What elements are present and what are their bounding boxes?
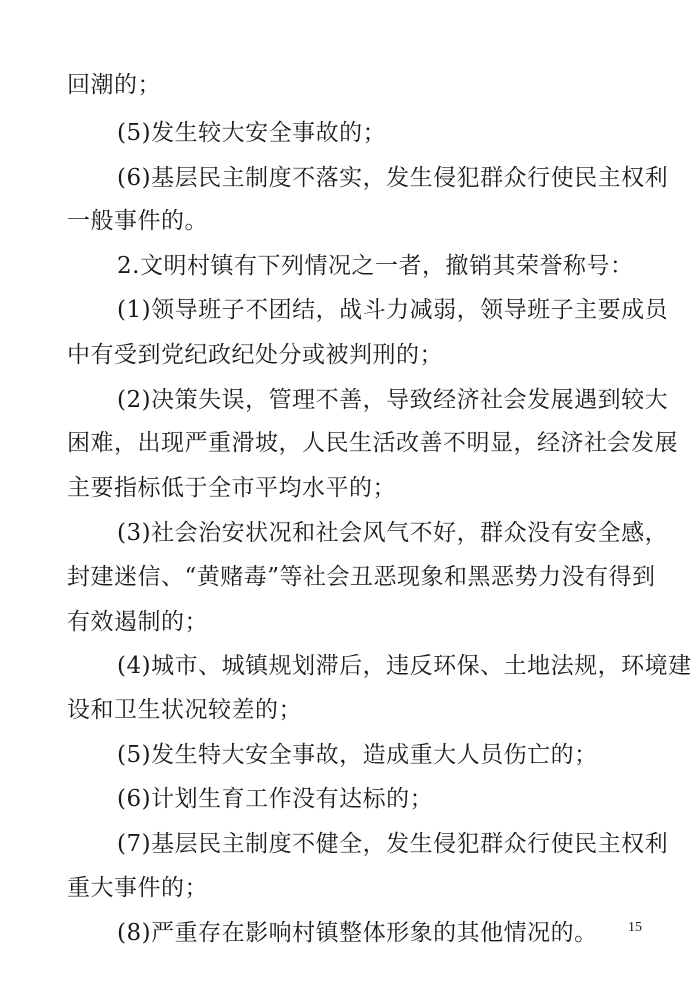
- text-line: 设和卫生状况较差的；: [67, 697, 302, 723]
- page-number: 15: [628, 920, 642, 935]
- text-line: (3)社会治安状况和社会风气不好，群众没有安全感，: [117, 520, 669, 546]
- text-line: 一般事件的。: [67, 208, 208, 234]
- text-line: (1)领导班子不团结，战斗力减弱，领导班子主要成员: [117, 297, 669, 323]
- text-line: 2.文明村镇有下列情况之一者，撤销其荣誉称号：: [117, 253, 634, 279]
- text-line: (8)严重存在影响村镇整体形象的其他情况的。: [117, 920, 598, 946]
- text-line: (6)计划生育工作没有达标的；: [117, 786, 434, 812]
- text-line: (6)基层民主制度不落实，发生侵犯群众行使民主权利: [117, 165, 669, 191]
- text-line: 封建迷信、“黄赌毒”等社会丑恶现象和黑恶势力没有得到: [67, 564, 656, 590]
- text-line: (7)基层民主制度不健全，发生侵犯群众行使民主权利: [117, 831, 669, 857]
- text-line: 中有受到党纪政纪处分或被判刑的；: [67, 342, 443, 368]
- text-line: (4)城市、城镇规划滞后，违反环保、土地法规，环境建: [117, 653, 692, 679]
- text-line: 重大事件的；: [67, 875, 208, 901]
- text-line: (5)发生特大安全事故，造成重大人员伤亡的；: [117, 742, 598, 768]
- text-line: 有效遏制的；: [67, 609, 208, 635]
- text-line: 困难，出现严重滑坡，人民生活改善不明显，经济社会发展: [67, 430, 678, 456]
- text-line: 主要指标低于全市平均水平的；: [67, 475, 396, 501]
- text-line: (5)发生较大安全事故的；: [117, 120, 387, 146]
- text-line: (2)决策失误，管理不善，导致经济社会发展遇到较大: [117, 387, 669, 413]
- text-line: 回潮的；: [67, 72, 161, 98]
